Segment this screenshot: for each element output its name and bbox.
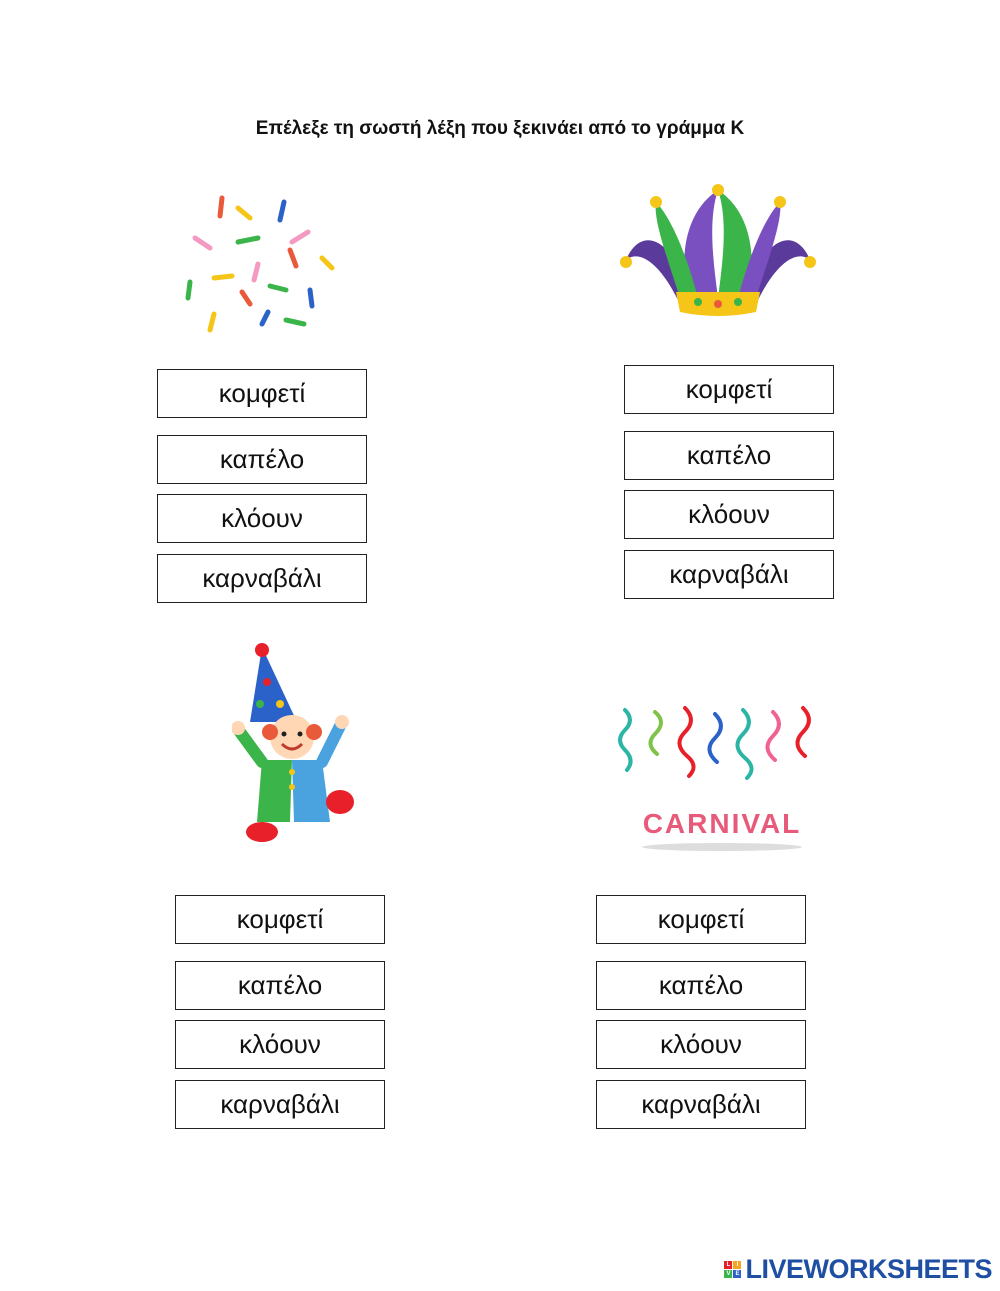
option-box[interactable]: κομφετί (624, 365, 834, 414)
carnival-streamers-icon (615, 700, 830, 855)
logo-letter: L (724, 1261, 732, 1269)
option-box[interactable]: καπέλο (175, 961, 385, 1010)
logo-letter: V (726, 1270, 731, 1277)
brand-text: LIVEWORKSHEETS (745, 1253, 992, 1284)
option-box[interactable]: καρναβάλι (624, 550, 834, 599)
option-box[interactable]: κλόουν (624, 490, 834, 539)
carnival-image-text: CARNIVAL (642, 808, 802, 839)
option-box[interactable]: καπέλο (624, 431, 834, 480)
option-box[interactable]: καρναβάλι (157, 554, 367, 603)
clown-icon (232, 642, 362, 852)
option-box[interactable]: καπέλο (157, 435, 367, 484)
option-box[interactable]: κλόουν (175, 1020, 385, 1069)
option-box[interactable]: καρναβάλι (596, 1080, 806, 1129)
worksheet-title: Επέλεξε τη σωστή λέξη που ξεκινάει από το γράμμα Κ (255, 118, 745, 139)
option-box[interactable]: κλόουν (596, 1020, 806, 1069)
option-box[interactable]: καπέλο (596, 961, 806, 1010)
option-box[interactable]: κλόουν (157, 494, 367, 543)
liveworksheets-logo (724, 1254, 992, 1284)
confetti-icon (180, 190, 340, 340)
option-box[interactable]: κομφετί (157, 369, 367, 418)
option-box[interactable]: κομφετί (175, 895, 385, 944)
option-box[interactable]: καρναβάλι (175, 1080, 385, 1129)
option-box[interactable]: κομφετί (596, 895, 806, 944)
logo-letter: E (735, 1270, 740, 1277)
liveworksheets-logo-icon (724, 1261, 741, 1278)
logo-letter: I (733, 1261, 741, 1269)
jester-hat-icon (618, 180, 818, 325)
